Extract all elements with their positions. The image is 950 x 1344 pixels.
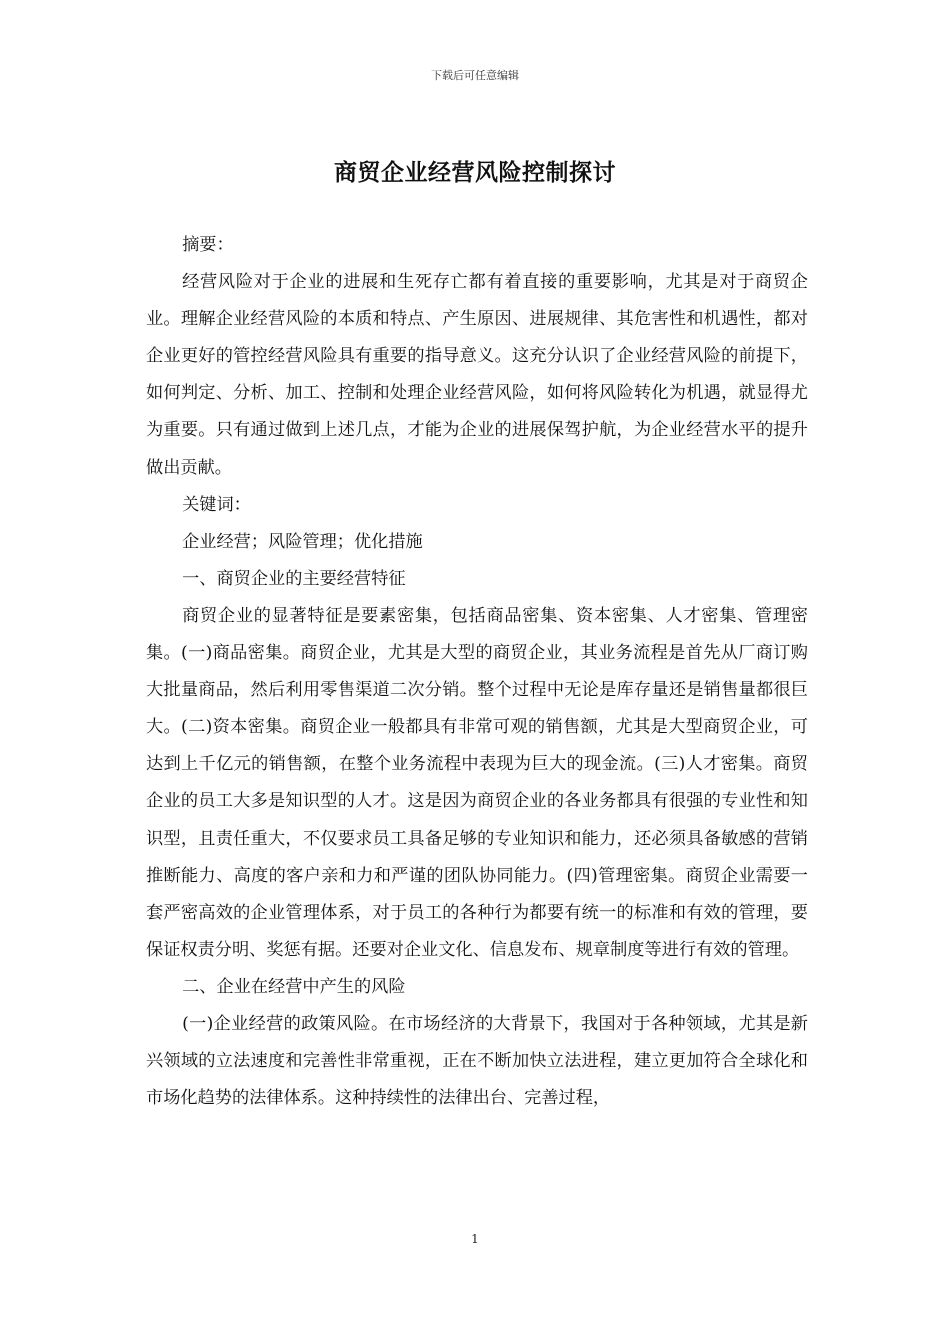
document-body [146, 227, 808, 1117]
abstract-heading: 摘要： [182, 235, 234, 255]
section-2-paragraph: (一)企业经营的政策风险。在市场经济的大背景下，我国对于各种领域，尤其是新兴领域的立法速度和完善性非常重视，正在不断加快立法进程，建立更加符合全球化和市场化趋势的法律体系。这种持续性的法律出台、完善过程， [146, 1013, 808, 1109]
keywords-heading: 关键词： [182, 494, 251, 515]
keywords-list: 企业经营；风险管理；优化措施 [182, 531, 423, 552]
page-header-note: 下载后可任意编辑 [431, 69, 519, 82]
section-heading-2: 二、企业在经营中产生的风险 [182, 976, 406, 997]
section-1-paragraph: 商贸企业的显著特征是要素密集，包括商品密集、资本密集、人才密集、管理密集。(一)商品密集。商贸企业，尤其是大型的商贸企业，其业务流程是首先从厂商订购大批量商品，然后利用零售渠道二次分销。整个过程中无论是库存量还是销售量都很巨大。(二)资本密集。商贸企业一般都具有非常可观的销售额，尤其是大型商贸企业，可达到上千亿元的销售额，在整个业务流程中表现为巨大的现金流。(三)人才密集。商贸企业的员工大多是知识型的人才。这是因为商贸企业的各业务都具有很强的专业性和知识型，且责任重大，不仅要求员工具备足够的专业知识和能力，还必须具备敏感的营销推断能力、高度的客户亲和力和严谨的团队协同能力。(四)管理密集。商贸企业需要一套严密高效的企业管理体系，对于员工的各种行为都要有统一的标准和有效的管理，要保证权责分明、奖惩有据。还要对企业文化、信息发布、规章制度等进行有效的管理。 [146, 605, 808, 960]
abstract-paragraph: 经营风险对于企业的进展和生死存亡都有着直接的重要影响，尤其是对于商贸企业。理解企业经营风险的本质和特点、产生原因、进展规律、其危害性和机遇性，都对企业更好的管控经营风险具有重要的指导意义。这充分认识了企业经营风险的前提下，如何判定、分析、加工、控制和处理企业经营风险，如何将风险转化为机遇，就显得尤为重要。只有通过做到上述几点，才能为企业的进展保驾护航，为企业经营水平的提升做出贡献。 [146, 272, 808, 478]
section-heading-1: 一、商贸企业的主要经营特征 [182, 568, 406, 589]
page-number: 1 [471, 1232, 479, 1246]
document-title: 商贸企业经营风险控制探讨 [334, 159, 616, 186]
